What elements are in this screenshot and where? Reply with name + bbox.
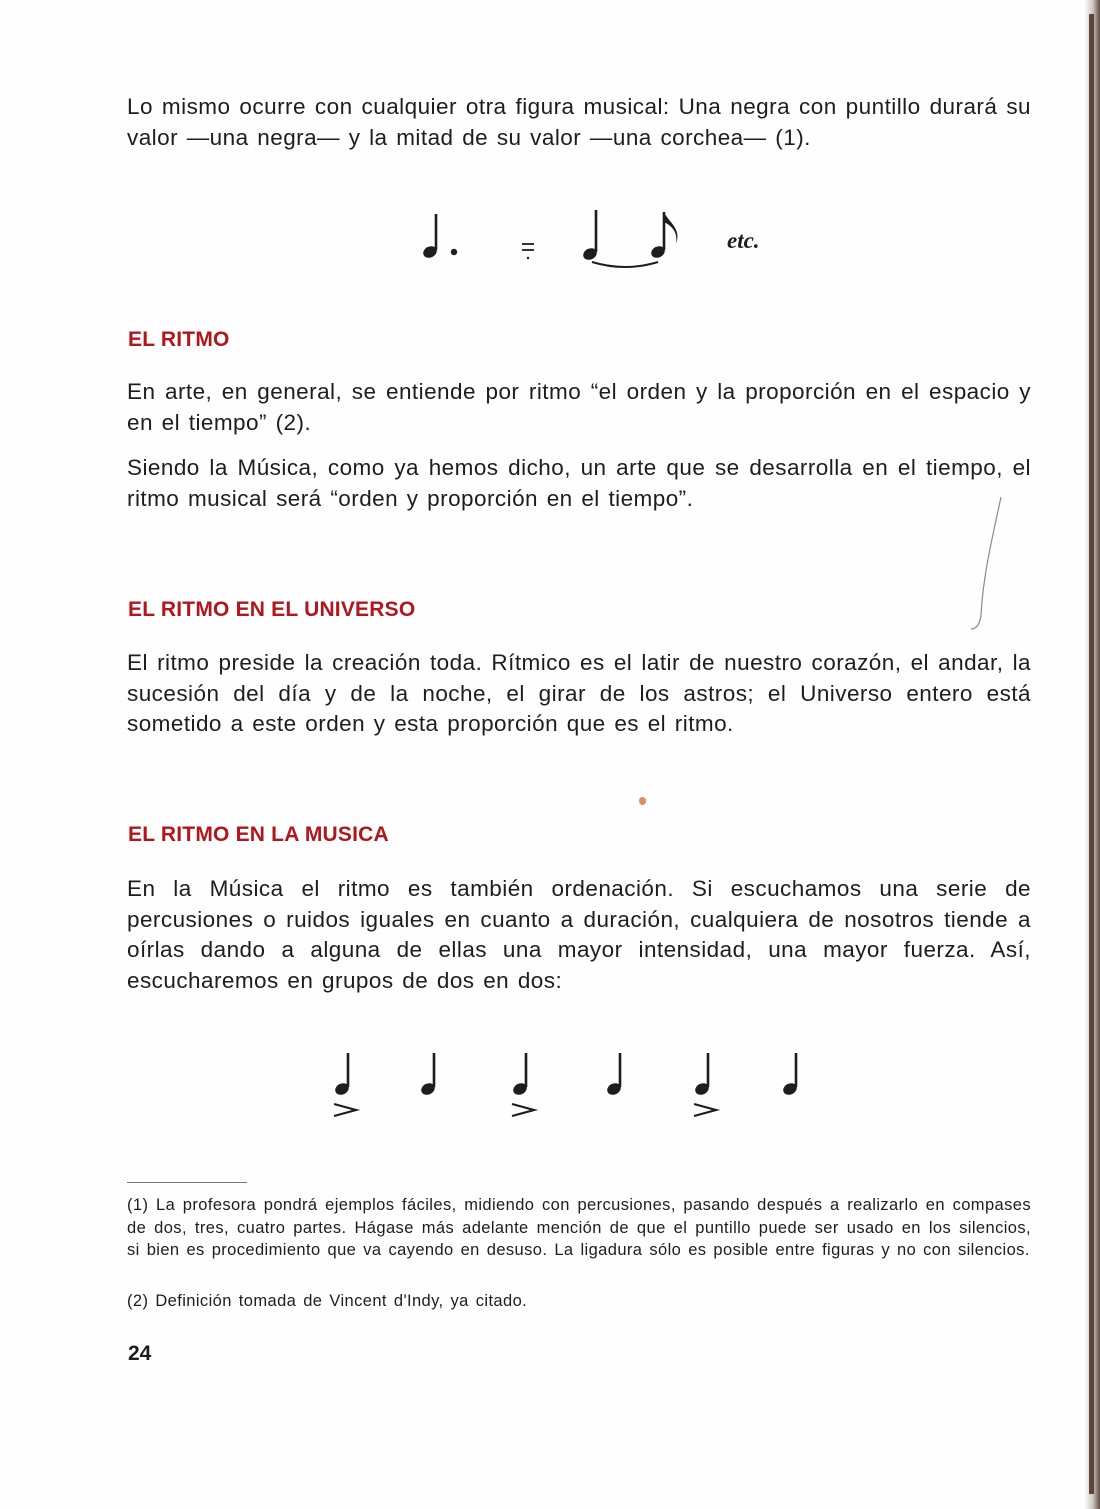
page-binding-edge bbox=[1089, 14, 1094, 1494]
quarter-note bbox=[581, 210, 598, 262]
accented-quarter-note bbox=[333, 1053, 356, 1116]
pencil-mark bbox=[965, 495, 1005, 635]
eighth-note bbox=[649, 212, 677, 260]
paragraph-ritmo-musical: Siendo la Música, como ya hemos dicho, un arte que se desarrolla en el tiempo, el ritmo musical será “orden y proporción en el tiempo”. bbox=[127, 455, 1031, 511]
quarter-note bbox=[781, 1053, 798, 1097]
equals-sign bbox=[522, 244, 534, 259]
binary-rhythm-figure bbox=[320, 1045, 820, 1125]
heading-ritmo-universo: EL RITMO EN EL UNIVERSO bbox=[128, 598, 416, 621]
heading-el-ritmo: EL RITMO bbox=[128, 328, 230, 351]
page-number: 24 bbox=[128, 1342, 152, 1365]
footnote-divider bbox=[127, 1182, 247, 1183]
paragraph-ritmo-definition: En arte, en general, se entiende por ritmo “el orden y la proporción en el espacio y en el tiempo” (2). bbox=[127, 379, 1031, 435]
etc-label: etc. bbox=[727, 228, 760, 253]
paragraph-ritmo-universo: El ritmo preside la creación toda. Rítmico es el latir de nuestro corazón, el andar, la sucesión del día y de la noche, el girar de los astros; el Universo entero está sometido a este orden y esta proporción que es el ritmo. bbox=[127, 650, 1031, 736]
footnote-2: (2) Definición tomada de Vincent d'Indy, ya citado. bbox=[127, 1292, 528, 1310]
dotted-quarter-equals-tied-notes-figure bbox=[410, 200, 730, 280]
paragraph-ritmo-musica: En la Música el ritmo es también ordenación. Si escuchamos una serie de percusiones o ruidos iguales en cuanto a duración, cualquiera de nosotros tiende a oírlas dando a alguna de ellas una mayor intensidad, una mayor fuerza. Así, escucharemos en grupos de dos en dos: bbox=[127, 876, 1031, 993]
footnote-1: (1) La profesora pondrá ejemplos fáciles, midiendo con percusiones, pasando después a realizarlo en compases de dos, tres, cuatro partes. Hágase más adelante mención de que el puntillo puede ser usado en los silencios, si bien es procedimiento que va cayendo en desuso. La ligadura sólo es posible entre figuras y no con silencios. bbox=[127, 1196, 1031, 1259]
tie-arc bbox=[592, 262, 658, 267]
accented-quarter-note bbox=[511, 1053, 534, 1116]
heading-ritmo-musica: EL RITMO EN LA MUSICA bbox=[128, 823, 389, 846]
quarter-note bbox=[419, 1053, 436, 1097]
paragraph-dotted-notes: Lo mismo ocurre con cualquier otra figura musical: Una negra con puntillo durará su valor —una negra— y la mitad de su valor —una corchea— (1). bbox=[127, 94, 1031, 150]
quarter-note bbox=[605, 1053, 622, 1097]
accented-quarter-note bbox=[693, 1053, 716, 1116]
dotted-quarter-note bbox=[421, 214, 457, 260]
paper-stain bbox=[639, 797, 646, 805]
